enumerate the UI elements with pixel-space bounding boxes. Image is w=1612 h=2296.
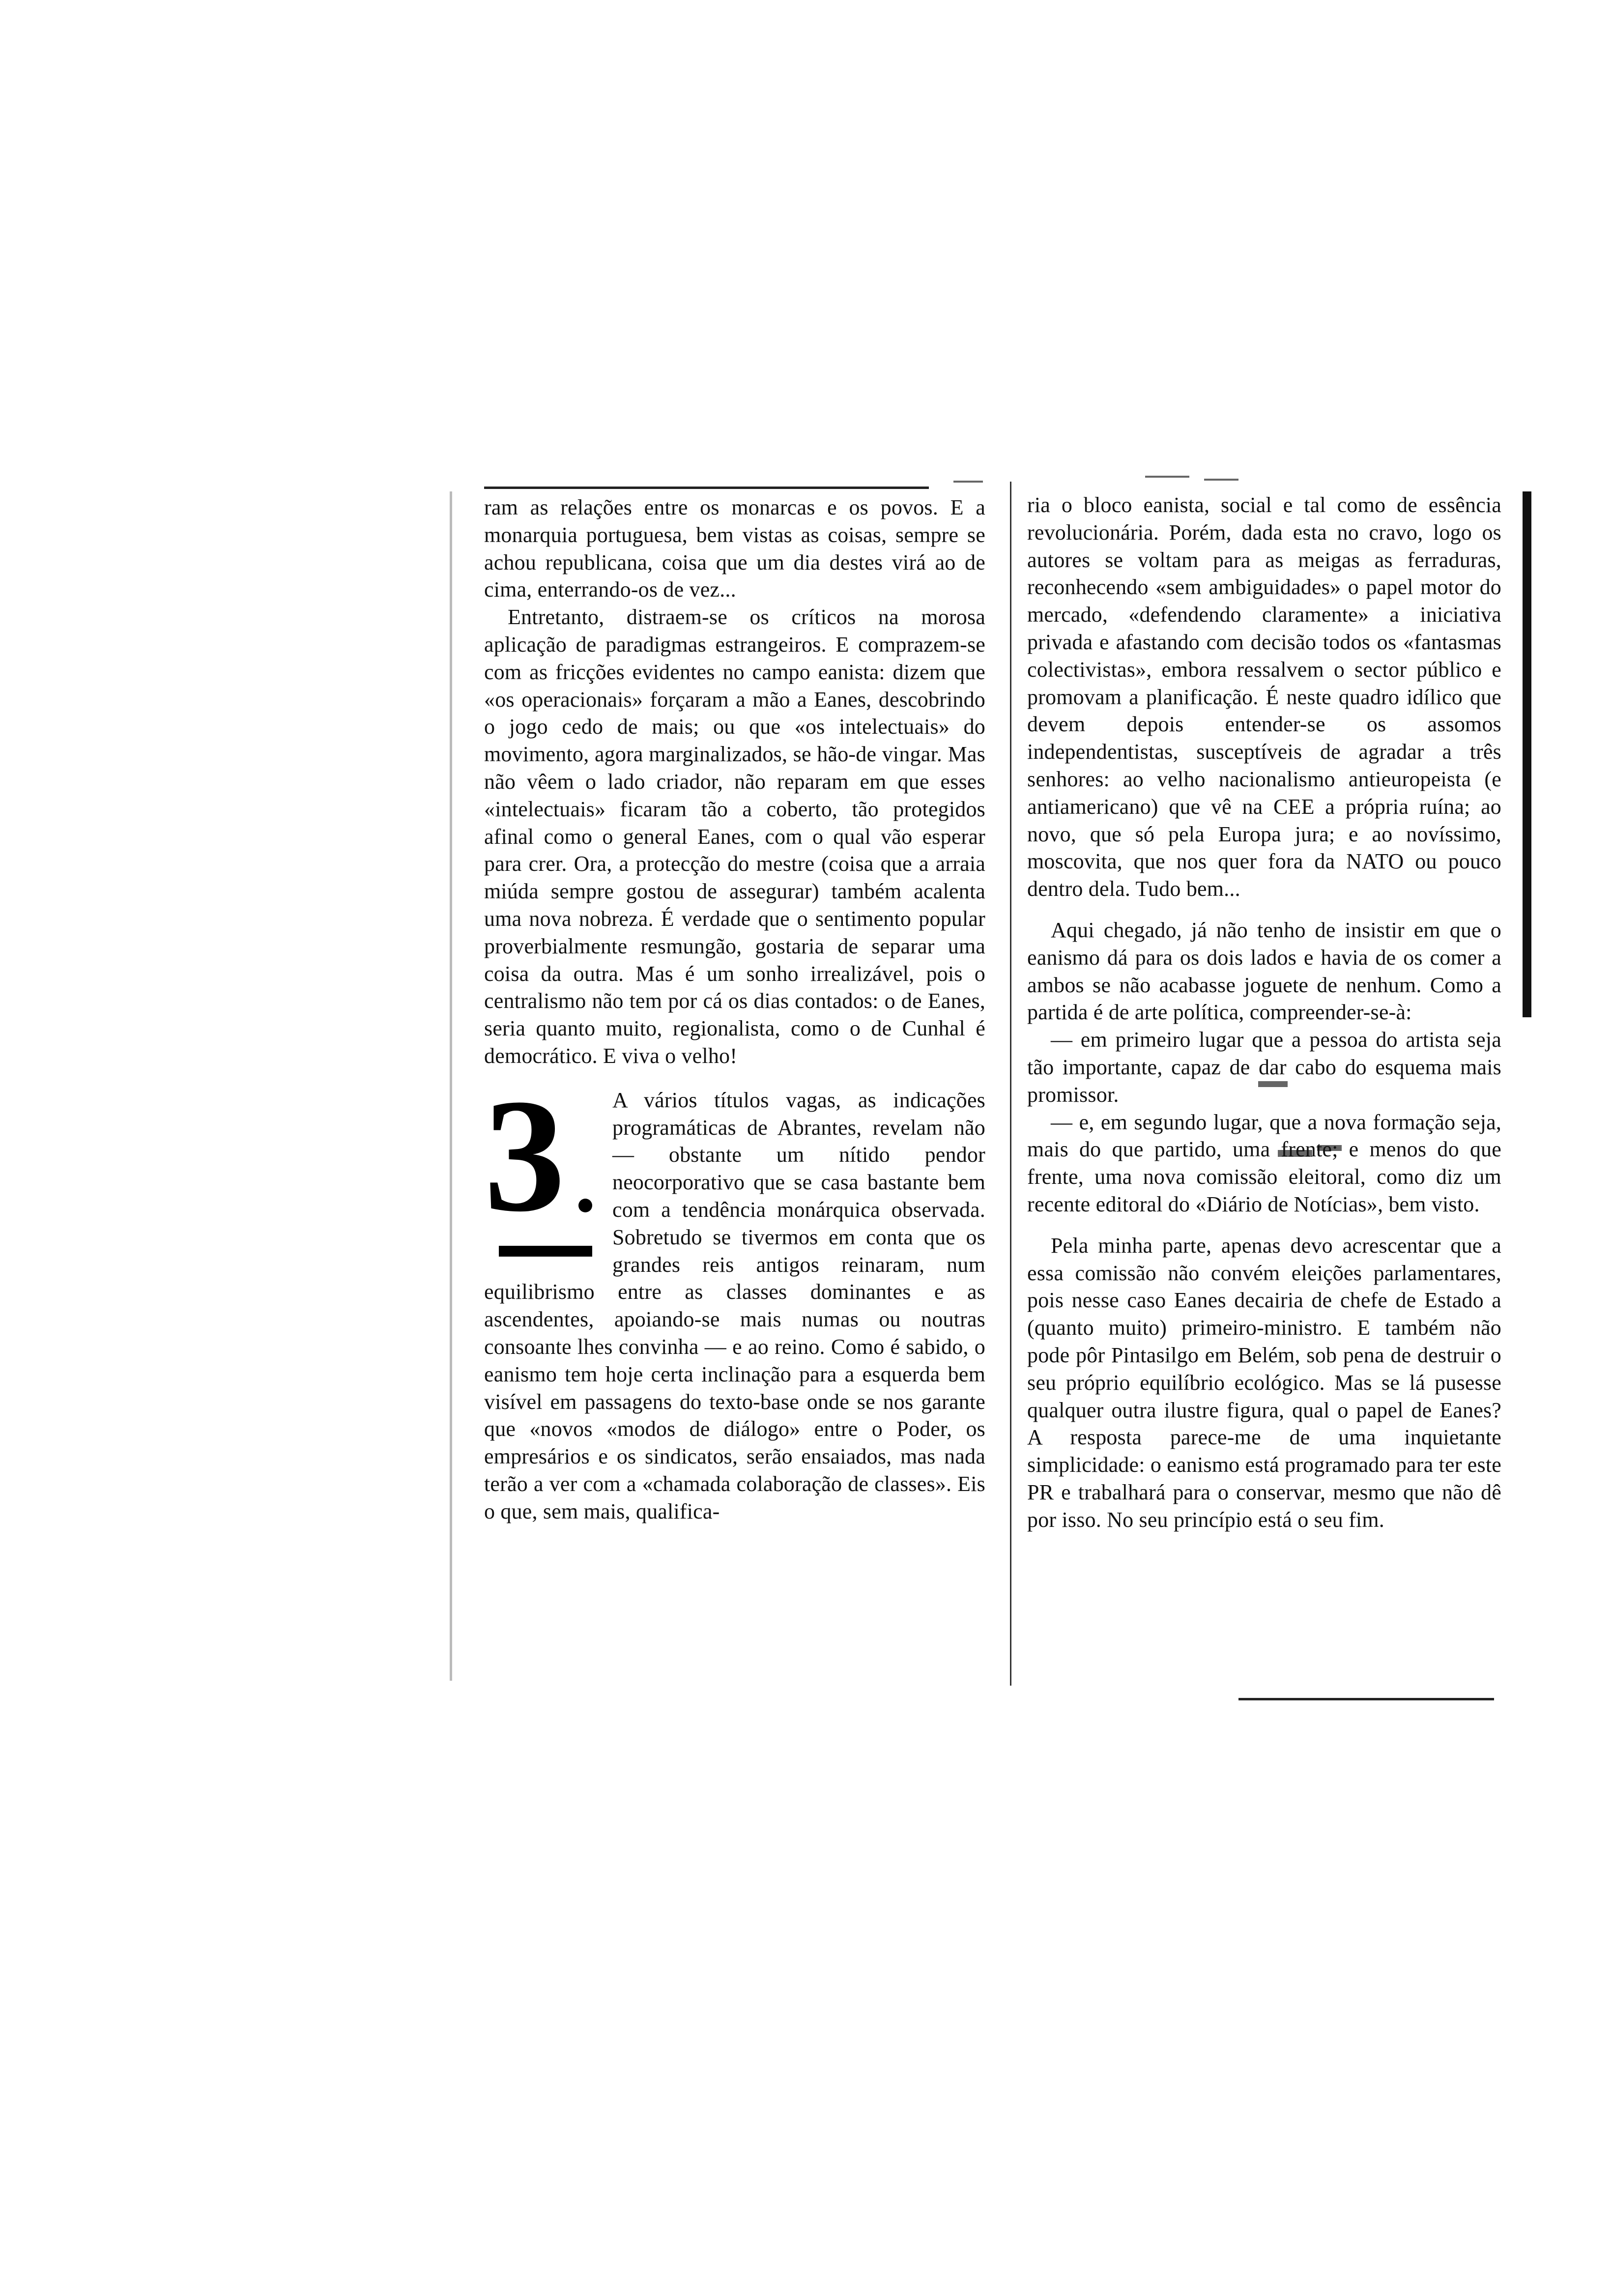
section-number: 3 [484,1065,566,1245]
left-column [484,494,985,1525]
left-margin-line [450,491,452,1681]
bottom-rule [1238,1698,1494,1700]
drop-cap-bar [499,1246,592,1257]
section-number-drop-cap [484,1065,600,1257]
column-divider [1010,482,1011,1686]
scan-speckle [1145,476,1189,478]
right-paragraph-2: Aqui chegado, já não tenho de insistir em que o eanismo dá para os dois lados e havia de os comer a ambos se não acabasse joguete de nenhum. Como a partida é de arte política, compreender-se-à: [1027,918,1501,1025]
scan-speckle [1204,479,1238,481]
scan-speckle [953,481,983,483]
left-paragraph-3: A vários títulos vagas, as indicações programáticas de Abrantes, revelam não — obstante um nítido pendor neocorporativo que se casa bastante bem com a tendência monárquica observada. Sobretudo se tivermos em conta que os grandes reis antigos reinaram, num equilibrismo entre as classes dominantes e as ascendentes, apoiando-se mais numas ou noutras consoante lhes convinha — e ao reino. Como é sabido, o eanismo tem hoje certa inclinação para a esquerda bem visível em passagens do texto-base onde se nos garante que «novos «modos de diálogo» entre o Poder, os empresários e os sindicatos, serão ensaiados, mas nada terão a ver com a «chamada colaboração de classes». Eis o que, sem mais, qualifica- [484,1088,985,1523]
section-3 [484,1065,985,1525]
right-paragraph-4: — e, em segundo lugar, que a nova formação seja, mais do que partido, uma frente; e menos do que frente, uma nova comissão eleitoral, como diz um recente editoral do «Diário de Notícias», bem visto. [1027,1110,1501,1216]
right-edge-bar [1523,491,1531,1017]
left-paragraph-2: Entretanto, distraem-se os críticos na morosa aplicação de paradigmas estrangeiros. E comprazem-se com as fricções evidentes no campo eanista: dizem que «os operacionais» forçaram a mão a Eanes, descobrindo o jogo cedo de mais; ou que «os intelectuais» do movimento, agora marginalizados, se hão-de vingar. Mas não vêem o lado criador, não reparam em que esses «intelectuais» ficaram tão a coberto, tão protegidos afinal como o general Eanes, com o qual vão esperar para crer. Ora, a protecção do mestre (coisa que a arraia miúda sempre gostou de assegurar) também acalenta uma nova nobreza. É verdade que o sentimento popular proverbialmente resmungão, gostaria de separar uma coisa da outra. Mas é um sonho irrealizável, pois o centralismo não tem por cá os dias contados: o de Eanes, seria quanto muito, regionalista, como o de Cunhal é democrático. E viva o velho! [484,605,985,1068]
right-paragraph-5: Pela minha parte, apenas devo acrescentar que a essa comissão não convém eleições parlamentares, pois nesse caso Eanes decairia de chefe de Estado a (quanto muito) primeiro-ministro. E também não pode pôr Pintasilgo em Belém, sob pena de destruir o seu próprio equilíbrio ecológico. Mas se lá pusesse qualquer outra ilustre figura, qual o papel de Eanes? A resposta parece-me de uma inquietante simplicidade: o eanismo está programado para ter este PR e trabalhará para o conservar, mesmo que não dê por isso. No seu princípio está o seu fim. [1027,1233,1501,1532]
top-rule [484,487,929,489]
drop-cap-dot [578,1199,592,1212]
right-paragraph-3: — em primeiro lugar que a pessoa do artista seja tão importante, capaz de dar cabo do esquema mais promissor. [1027,1028,1501,1107]
right-column [1027,491,1501,1533]
right-paragraph-1: ria o bloco eanista, social e tal como de essência revolucionária. Porém, dada esta no cravo, logo os autores se voltam para as meigas as ferraduras, reconhecendo «sem ambiguidades» o papel motor do mercado, «defendendo claramente» a iniciativa privada e afastando com decisão todos os «fantasmas colectivistas», embora ressalvem o sector público e promovam a planificação. É neste quadro idílico que devem depois entender-se os assomos independentistas, susceptíveis de agradar a três senhores: ao velho nacionalismo antieuropeista (e antiamericano) que vê na CEE a própria ruína; ao novo, que só pela Europa jura; e ao novíssimo, moscovita, que nos quer fora da NATO ou pouco dentro dela. Tudo bem... [1027,493,1501,901]
left-paragraph-1: ram as relações entre os monarcas e os povos. E a monarquia portuguesa, bem vistas as coisas, sempre se achou republicana, coisa que um dia destes virá ao de cima, enterrando-os de vez... [484,495,985,602]
